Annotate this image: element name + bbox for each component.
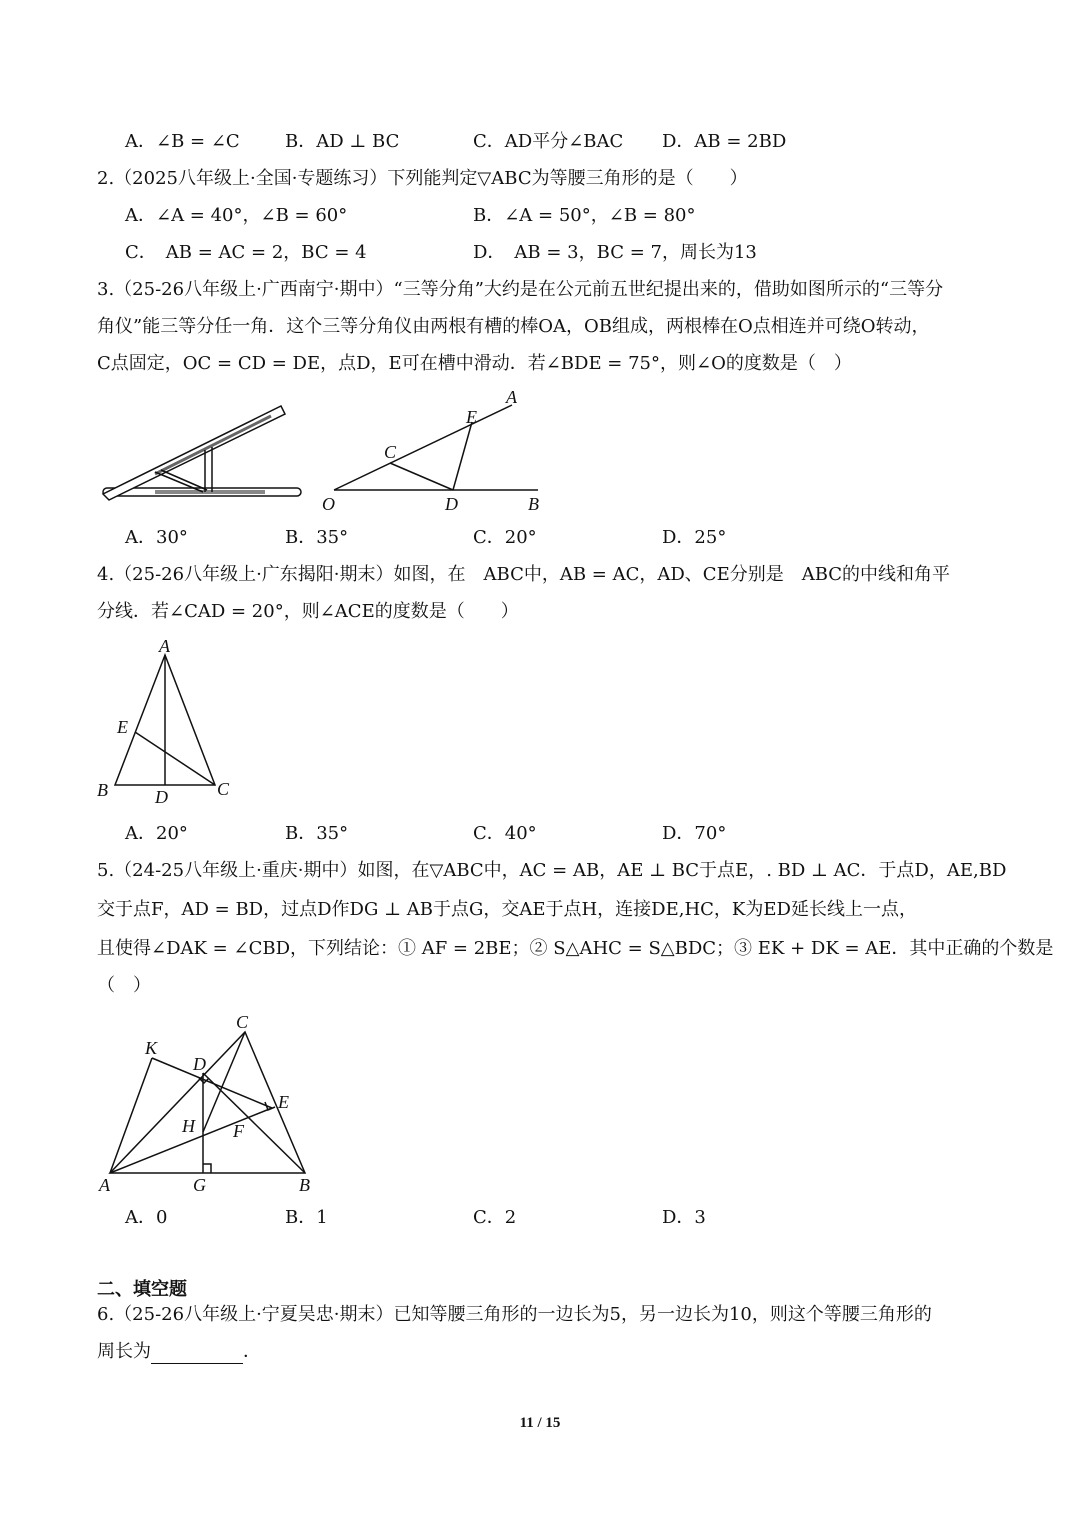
q3-stem-line2: 角仪”能三等分任一角．这个三等分角仪由两根有槽的棒OA，OB组成，两根棒在O点相连并可绕O转动， — [97, 316, 930, 337]
label-g: G — [193, 1175, 206, 1195]
q1-option-c: C．AD平分∠BAC — [473, 131, 624, 152]
q2-option-d: D． AB = 3，BC = 7，周长为13 — [473, 242, 757, 263]
q5-stem-line3: 且使得∠DAK = ∠CBD，下列结论：① AF = 2BE；② S△AHC = S△BDC；③ EK + DK = AE．其中正确的个数是 — [97, 938, 1054, 959]
q4-option-a: A．20° — [125, 823, 188, 844]
q3-option-b: B．35° — [285, 527, 349, 548]
q5-option-d: D．3 — [662, 1207, 706, 1228]
q1-option-a: A．∠B = ∠C — [125, 131, 240, 152]
segment-bd — [203, 1073, 305, 1173]
q2-stem: 2.（2025八年级上·全国·专题练习）下列能判定▽ABC为等腰三角形的是（ ） — [97, 168, 748, 189]
right-angle-d — [199, 1078, 209, 1083]
q3-option-d: D．25° — [662, 527, 727, 548]
q5-option-c: C．2 — [473, 1207, 517, 1228]
q3-option-a: A．30° — [125, 527, 188, 548]
q1-option-b: B．AD ⊥ BC — [285, 131, 400, 152]
q3-stem-line3: C点固定，OC = CD = DE，点D，E可在槽中滑动．若∠BDE = 75°，则∠O的度数是（ ） — [97, 353, 852, 374]
q5-triangle-diagram — [95, 1010, 335, 1200]
q4-stem-line2: 分线．若∠CAD = 20°，则∠ACE的度数是（ ） — [97, 601, 519, 622]
q2-option-a: A．∠A = 40°，∠B = 60° — [125, 205, 348, 226]
label-k: K — [145, 1038, 158, 1058]
isosceles-triangle-diagram — [95, 635, 245, 810]
q6-stem-line2 — [97, 1340, 261, 1364]
q4-option-b: B．35° — [285, 823, 349, 844]
label-c: C — [217, 779, 230, 799]
q5-stem-line2: 交于点F，AD = BD，过点D作DG ⊥ AB于点G，交AE于点H，连接DE,HC，K为ED延长线上一点， — [97, 899, 917, 920]
label-d: D — [445, 494, 458, 514]
label-e: E — [278, 1092, 289, 1112]
q5-option-a: A．0 — [125, 1207, 168, 1228]
label-o: O — [322, 494, 335, 514]
device-top-slot — [155, 416, 271, 474]
section-heading-fill-in: 二、填空题 — [97, 1279, 187, 1300]
label-e: E — [117, 717, 128, 737]
q6-answer-blank[interactable] — [151, 1345, 243, 1364]
label-b: B — [299, 1175, 310, 1195]
q6-stem-line1: 6.（25-26八年级上·宁夏吴忠·期末）已知等腰三角形的一边长为5，另一边长为10，则这个等腰三角形的 — [97, 1304, 932, 1325]
label-d: D — [193, 1054, 206, 1074]
q5-stem-line4: （ ） — [97, 975, 151, 996]
segment-cd — [390, 463, 453, 490]
trisector-diagram — [320, 385, 560, 515]
q6-prefix: 周长为 — [97, 1341, 151, 1362]
q3-option-c: C．20° — [473, 527, 537, 548]
device-link-cd-2 — [161, 470, 207, 490]
label-b: B — [97, 780, 108, 800]
label-a: A — [99, 1175, 110, 1195]
right-angle-g — [203, 1164, 211, 1173]
label-a: A — [159, 636, 170, 656]
page-number: 11 / 15 — [519, 1415, 561, 1431]
q5-stem-line1: 5.（24-25八年级上·重庆·期中）如图，在▽ABC中，AC = AB，AE ⊥ BC于点E，. BD ⊥ AC．于点D，AE,BD — [97, 860, 1007, 881]
label-e: E — [466, 407, 477, 427]
segment-ak — [110, 1058, 152, 1173]
label-c: C — [384, 442, 397, 462]
trisector-device-figure — [95, 400, 315, 510]
label-d: D — [155, 787, 168, 807]
label-h: H — [182, 1116, 195, 1136]
label-f: F — [233, 1121, 244, 1141]
label-a: A — [506, 387, 517, 407]
triangle-abc — [110, 1032, 305, 1173]
q4-option-d: D．70° — [662, 823, 727, 844]
q6-suffix: ． — [243, 1341, 261, 1362]
q2-option-b: B．∠A = 50°，∠B = 80° — [473, 205, 696, 226]
bisector-ce — [135, 732, 215, 785]
q4-option-c: C．40° — [473, 823, 537, 844]
q5-option-b: B．1 — [285, 1207, 328, 1228]
q3-stem-line1: 3.（25-26八年级上·广西南宁·期中）“三等分角”大约是在公元前五世纪提出来的，借助如图所示的“三等分 — [97, 279, 944, 300]
label-b: B — [528, 494, 539, 514]
right-angle-e — [265, 1102, 275, 1110]
device-slot — [155, 490, 265, 494]
q4-stem-line1: 4.（25-26八年级上·广东揭阳·期末）如图，在 ABC中，AB = AC，AD、CE分别是 ABC的中线和角平 — [97, 564, 951, 585]
q1-option-d: D．AB = 2BD — [662, 131, 787, 152]
q2-option-c: C． AB = AC = 2，BC = 4 — [125, 242, 367, 263]
label-c: C — [236, 1012, 249, 1032]
